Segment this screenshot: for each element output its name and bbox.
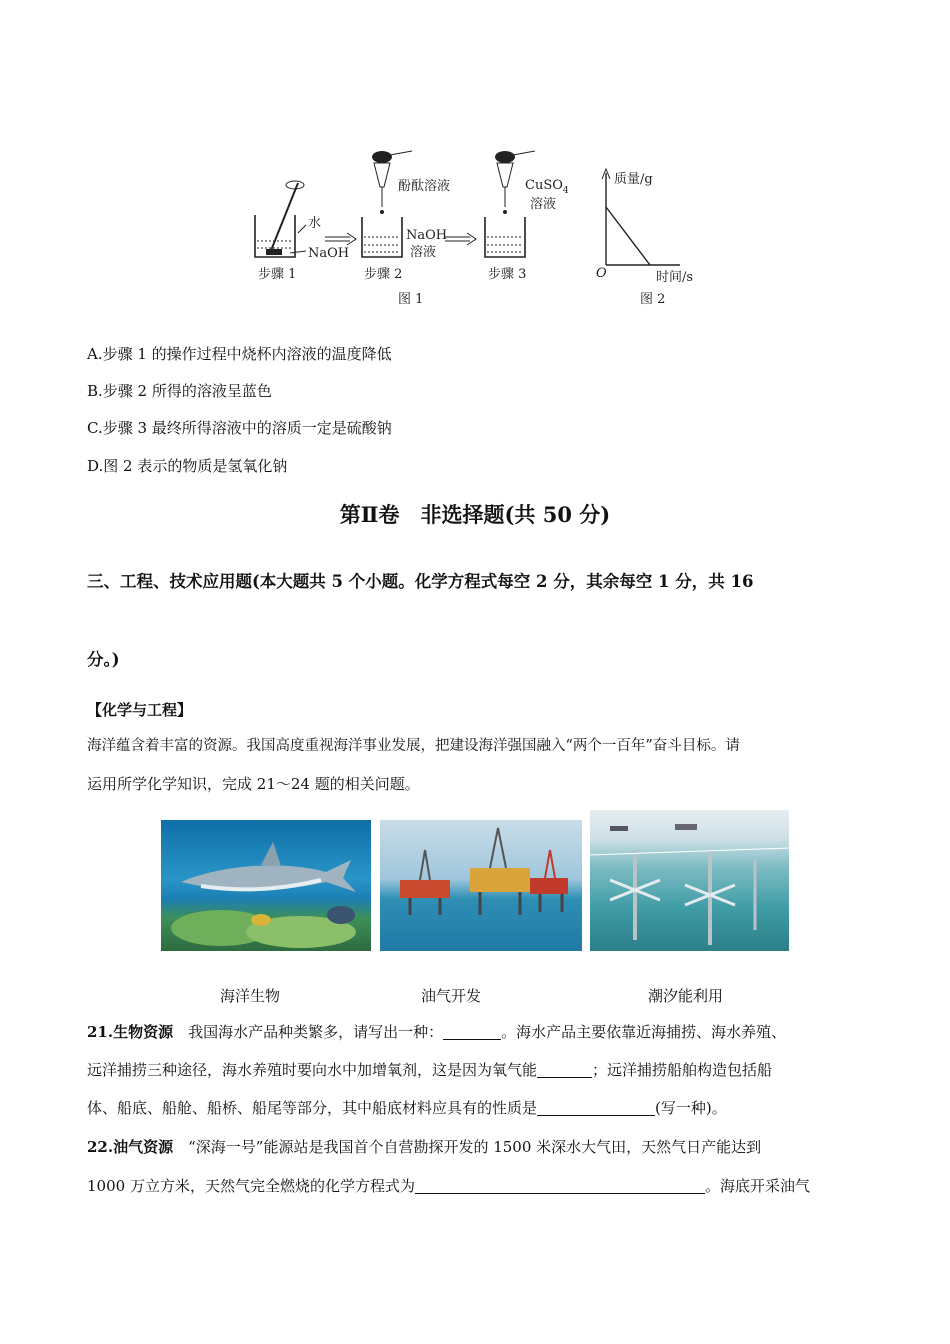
label-cuso4: CuSO$_4$ — [525, 178, 569, 196]
q21-line2: 远洋捕捞三种途径，海水养殖时要向水中加增氧剂，这是因为氧气能 ；远洋捕捞船舶构造包括船 — [87, 1061, 773, 1079]
q22-label: 22.油气资源 — [87, 1138, 174, 1156]
option-a: A.步骤 1 的操作过程中烧杯内溶液的温度降低 — [87, 345, 392, 363]
topic-label: 【化学与工程】 — [87, 701, 193, 719]
caption-oil-gas: 油气开发 — [421, 987, 482, 1005]
answer-blank[interactable] — [537, 1061, 592, 1078]
q22-line1: 22.油气资源 “深海一号”能源站是我国首个自营勘探开发的 1500 米深水大气田，天然气日产能达到 — [87, 1138, 762, 1156]
intro-line2: 运用所学化学知识，完成 21～24 题的相关问题。 — [87, 775, 420, 793]
figure1-caption: 图 1 — [398, 292, 424, 307]
q22-line2: 1000 万立方米，天然气完全燃烧的化学方程式为 。海底开采油气 — [87, 1177, 810, 1195]
option-c: C.步骤 3 最终所得溶液中的溶质一定是硫酸钠 — [87, 419, 392, 437]
label-water: 水 — [308, 216, 322, 231]
beaker-step2 — [362, 217, 402, 257]
beaker-step3 — [485, 217, 525, 257]
arrow-icon — [445, 233, 476, 245]
arrow-icon — [325, 233, 356, 245]
figure2-caption: 图 2 — [640, 292, 666, 307]
label-step1: 步骤 1 — [258, 267, 297, 282]
label-step2: 步骤 2 — [364, 267, 403, 282]
answer-blank[interactable] — [537, 1099, 655, 1116]
beaker-step1 — [255, 181, 306, 257]
label-solution: 溶液 — [410, 245, 437, 260]
answer-blank[interactable] — [443, 1023, 501, 1040]
section3-heading-line1: 三、工程、技术应用题(本大题共 5 个小题。化学方程式每空 2 分，其余每空 1 分，共 16 — [87, 572, 754, 591]
graph-origin: O — [596, 266, 607, 281]
caption-marine-life: 海洋生物 — [220, 987, 281, 1005]
q21-line1: 21.生物资源 我国海水产品种类繁多，请写出一种： 。海水产品主要依靠近海捕捞、海水养殖、 — [87, 1023, 787, 1041]
intro-line1: 海洋蕴含着丰富的资源。我国高度重视海洋事业发展，把建设海洋强国融入“两个一百年”奋斗目标。请 — [87, 738, 740, 754]
label-cuso4-solution: 溶液 — [530, 197, 557, 212]
option-b: B.步骤 2 所得的溶液呈蓝色 — [87, 382, 272, 400]
tidal-energy-photo — [590, 810, 789, 951]
q21-line3: 体、船底、船舱、船桥、船尾等部分，其中船底材料应具有的性质是 (写一种)。 — [87, 1099, 727, 1117]
oil-platform-photo — [380, 820, 582, 951]
graph-y-label: 质量/g — [614, 172, 653, 187]
graph-x-label: 时间/s — [656, 270, 694, 285]
label-naoh-solid: NaOH — [308, 246, 350, 261]
label-phenolphthalein: 酚酞溶液 — [398, 179, 451, 194]
section3-heading-line2: 分。) — [87, 650, 120, 669]
experiment-figure — [240, 145, 720, 315]
tidal-turbine-icon — [590, 824, 789, 945]
answer-blank[interactable] — [415, 1177, 705, 1194]
q21-label: 21.生物资源 — [87, 1023, 174, 1041]
option-d: D.图 2 表示的物质是氢氧化钠 — [87, 457, 288, 475]
label-naoh-solution: NaOH — [406, 228, 448, 243]
label-step3: 步骤 3 — [488, 267, 527, 282]
oil-rig-icon — [400, 828, 568, 915]
part2-title: 第Ⅱ卷 非选择题(共 50 分) — [339, 502, 611, 527]
shark-icon — [181, 842, 356, 892]
caption-tidal-energy: 潮汐能利用 — [648, 987, 724, 1005]
marine-life-photo — [161, 820, 371, 951]
